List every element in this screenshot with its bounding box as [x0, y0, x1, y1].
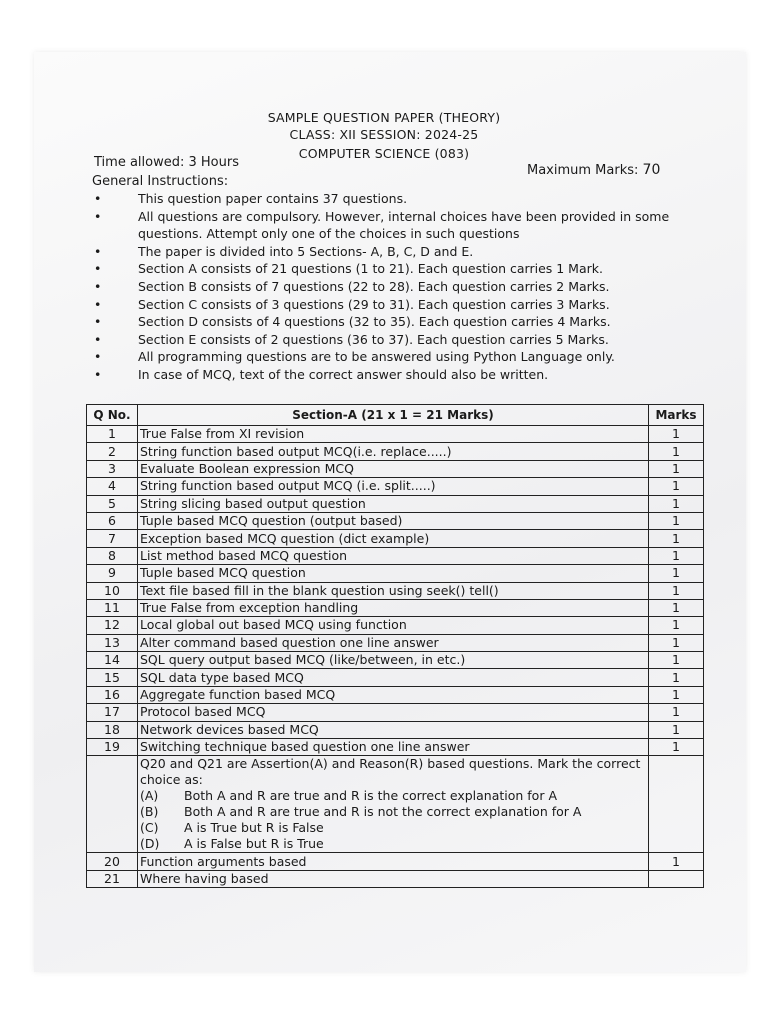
question-number: 13: [87, 634, 138, 651]
table-row: [87, 739, 704, 756]
question-marks: 1: [649, 426, 704, 443]
table-row: [87, 870, 704, 887]
option-text: Both A and R are true and R is not the correct explanation for A: [184, 804, 582, 820]
question-marks: 1: [649, 617, 704, 634]
question-topic: Function arguments based: [138, 853, 649, 870]
question-marks: 1: [649, 565, 704, 582]
table-row: [87, 426, 704, 443]
table-row: [87, 478, 704, 495]
time-allowed: Time allowed: 3 Hours: [94, 155, 239, 170]
question-topic: Aggregate function based MCQ: [138, 686, 649, 703]
table-row: [87, 634, 704, 651]
question-number: 10: [87, 582, 138, 599]
table-row: [87, 721, 704, 738]
empty-cell: [87, 756, 138, 853]
question-number: 5: [87, 495, 138, 512]
table-row: [87, 582, 704, 599]
question-topic: Alter command based question one line answer: [138, 634, 649, 651]
option-key: (A): [140, 788, 159, 804]
question-number: 6: [87, 512, 138, 529]
question-number: 4: [87, 478, 138, 495]
question-number: 1: [87, 426, 138, 443]
table-row: [87, 530, 704, 547]
table-row: [87, 617, 704, 634]
instruction-item: • Section B consists of 7 questions (22 to 28). Each question carries 2 Marks.: [92, 278, 712, 296]
question-topic: String function based output MCQ(i.e. replace.....): [138, 443, 649, 460]
question-marks: 1: [649, 478, 704, 495]
class-session: CLASS: XII SESSION: 2024-25: [289, 127, 479, 142]
question-topic: Where having based: [138, 870, 649, 887]
instructions-list: [92, 190, 712, 384]
question-number: 16: [87, 686, 138, 703]
maximum-marks: [527, 162, 660, 178]
assertion-reason-instructions: [138, 756, 649, 853]
table-row: [87, 704, 704, 721]
question-marks: 1: [649, 634, 704, 651]
paper-title: SAMPLE QUESTION PAPER (THEORY): [267, 110, 501, 125]
section-a-table: [86, 404, 704, 888]
question-number: 9: [87, 565, 138, 582]
instruction-item: • Section E consists of 2 questions (36 to 37). Each question carries 5 Marks.: [92, 331, 712, 349]
option-text: A is True but R is False: [184, 820, 324, 836]
question-marks: 1: [649, 721, 704, 738]
question-topic: Tuple based MCQ question (output based): [138, 512, 649, 529]
question-marks: 1: [649, 530, 704, 547]
question-marks: 1: [649, 512, 704, 529]
table-row: [87, 547, 704, 564]
question-marks: 1: [649, 495, 704, 512]
assertion-reason-row: [87, 756, 704, 853]
question-marks: 1: [649, 547, 704, 564]
question-marks: 1: [649, 739, 704, 756]
assertion-option: [140, 836, 646, 852]
empty-cell: [649, 756, 704, 853]
table-row: [87, 686, 704, 703]
question-topic: Network devices based MCQ: [138, 721, 649, 738]
question-number: 17: [87, 704, 138, 721]
question-topic: Switching technique based question one line answer: [138, 739, 649, 756]
question-topic: SQL query output based MCQ (like/between, in etc.): [138, 652, 649, 669]
question-number: 20: [87, 853, 138, 870]
question-topic: Tuple based MCQ question: [138, 565, 649, 582]
col-marks-header: Marks: [649, 405, 704, 426]
question-number: 14: [87, 652, 138, 669]
question-marks: 1: [649, 582, 704, 599]
col-section-header: Section-A (21 x 1 = 21 Marks): [138, 405, 649, 426]
instruction-item: • Section C consists of 3 questions (29 to 31). Each question carries 3 Marks.: [92, 296, 712, 314]
instruction-item: • Section D consists of 4 questions (32 to 35). Each question carries 4 Marks.: [92, 313, 712, 331]
maximum-marks-label: Maximum Marks:: [527, 163, 639, 178]
maximum-marks-value: 70: [642, 162, 661, 178]
table-row: [87, 565, 704, 582]
col-qno-header: Q No.: [87, 405, 138, 426]
table-row: [87, 512, 704, 529]
option-key: (C): [140, 820, 159, 836]
question-marks: [649, 870, 704, 887]
instruction-item: • Section A consists of 21 questions (1 to 21). Each question carries 1 Mark.: [92, 260, 712, 278]
question-number: 15: [87, 669, 138, 686]
question-topic: Exception based MCQ question (dict example): [138, 530, 649, 547]
option-key: (B): [140, 804, 159, 820]
question-marks: 1: [649, 853, 704, 870]
question-topic: String slicing based output question: [138, 495, 649, 512]
table-row: [87, 652, 704, 669]
question-topic: True False from exception handling: [138, 599, 649, 616]
question-topic: Protocol based MCQ: [138, 704, 649, 721]
assertion-option: [140, 820, 646, 836]
option-text: Both A and R are true and R is the correct explanation for A: [184, 788, 557, 804]
table-row: [87, 443, 704, 460]
question-marks: 1: [649, 599, 704, 616]
table-body: [87, 426, 704, 888]
table-row: [87, 495, 704, 512]
question-number: 19: [87, 739, 138, 756]
question-number: 3: [87, 460, 138, 477]
table-row: [87, 599, 704, 616]
question-marks: 1: [649, 443, 704, 460]
question-number: 12: [87, 617, 138, 634]
question-topic: Text file based fill in the blank question using seek() tell(): [138, 582, 649, 599]
subject-title: COMPUTER SCIENCE (083): [298, 146, 470, 161]
question-marks: 1: [649, 652, 704, 669]
question-topic: Evaluate Boolean expression MCQ: [138, 460, 649, 477]
instruction-item: • All questions are compulsory. However, internal choices have been provided in some questions. Attempt only one of the choices in such questions: [92, 208, 712, 243]
table-header-row: [87, 405, 704, 426]
option-key: (D): [140, 836, 160, 852]
table-row: [87, 460, 704, 477]
question-topic: SQL data type based MCQ: [138, 669, 649, 686]
question-number: 8: [87, 547, 138, 564]
question-number: 11: [87, 599, 138, 616]
question-topic: Local global out based MCQ using function: [138, 617, 649, 634]
general-instructions-title: General Instructions:: [92, 174, 229, 189]
assertion-option: [140, 804, 646, 820]
question-topic: String function based output MCQ (i.e. split.....): [138, 478, 649, 495]
question-number: 21: [87, 870, 138, 887]
question-marks: 1: [649, 704, 704, 721]
table-row: [87, 669, 704, 686]
question-number: 2: [87, 443, 138, 460]
question-marks: 1: [649, 669, 704, 686]
option-text: A is False but R is True: [184, 836, 324, 852]
question-number: 7: [87, 530, 138, 547]
instruction-item: • All programming questions are to be answered using Python Language only.: [92, 348, 712, 366]
instruction-item: • The paper is divided into 5 Sections- A, B, C, D and E.: [92, 243, 712, 261]
instruction-item: • This question paper contains 37 questions.: [92, 190, 712, 208]
table-row: [87, 853, 704, 870]
question-topic: List method based MCQ question: [138, 547, 649, 564]
question-topic: True False from XI revision: [138, 426, 649, 443]
question-marks: 1: [649, 460, 704, 477]
assertion-option: [140, 788, 646, 804]
question-marks: 1: [649, 686, 704, 703]
instruction-item: • In case of MCQ, text of the correct answer should also be written.: [92, 366, 712, 384]
question-number: 18: [87, 721, 138, 738]
assertion-intro: Q20 and Q21 are Assertion(A) and Reason(R) based questions. Mark the correct choice as:: [140, 756, 641, 788]
